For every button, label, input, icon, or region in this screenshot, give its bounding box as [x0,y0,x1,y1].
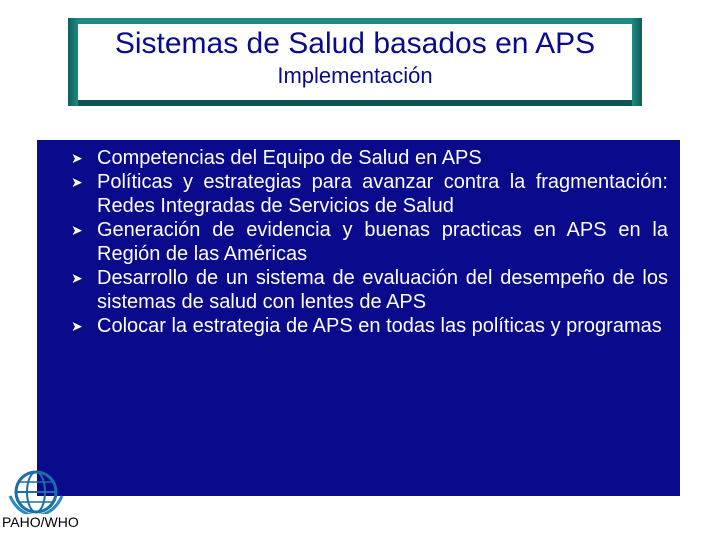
arrow-right-icon: ➤ [71,318,83,334]
bullet-text: Competencias del Equipo de Salud en APS [97,147,482,169]
title-box [68,18,642,106]
title-face [78,24,632,100]
bullet-text: Generación de evidencia y buenas practicas en APS en la Región de las Américas [97,219,668,265]
title-bevel-bottom [78,100,632,106]
arrow-right-icon: ➤ [71,222,83,238]
bullet-item [67,218,668,266]
logo-label: PAHO/WHO [2,514,79,530]
title-bevel-left [68,18,78,106]
paho-globe-icon [0,462,100,546]
content-panel [37,140,680,496]
title-bevel-right [632,18,642,106]
slide-title: Sistemas de Salud basados en APS [114,27,596,60]
bullet-item [67,170,668,218]
bullet-item [67,146,668,170]
arrow-right-icon: ➤ [71,174,83,190]
arrow-right-icon: ➤ [71,270,83,286]
arrow-right-icon: ➤ [71,150,83,166]
bullet-text: Políticas y estrategias para avanzar contra la fragmentación: Redes Integradas de Servicios de Salud [97,171,668,217]
bullet-text: Desarrollo de un sistema de evaluación del desempeño de los sistemas de salud con lentes de APS [97,267,668,313]
bullet-item [67,314,668,338]
bullet-item [67,266,668,314]
slide-subtitle: Implementación [277,63,433,88]
bullet-text: Colocar la estrategia de APS en todas las políticas y programas [97,315,662,337]
bullet-list [37,140,680,338]
